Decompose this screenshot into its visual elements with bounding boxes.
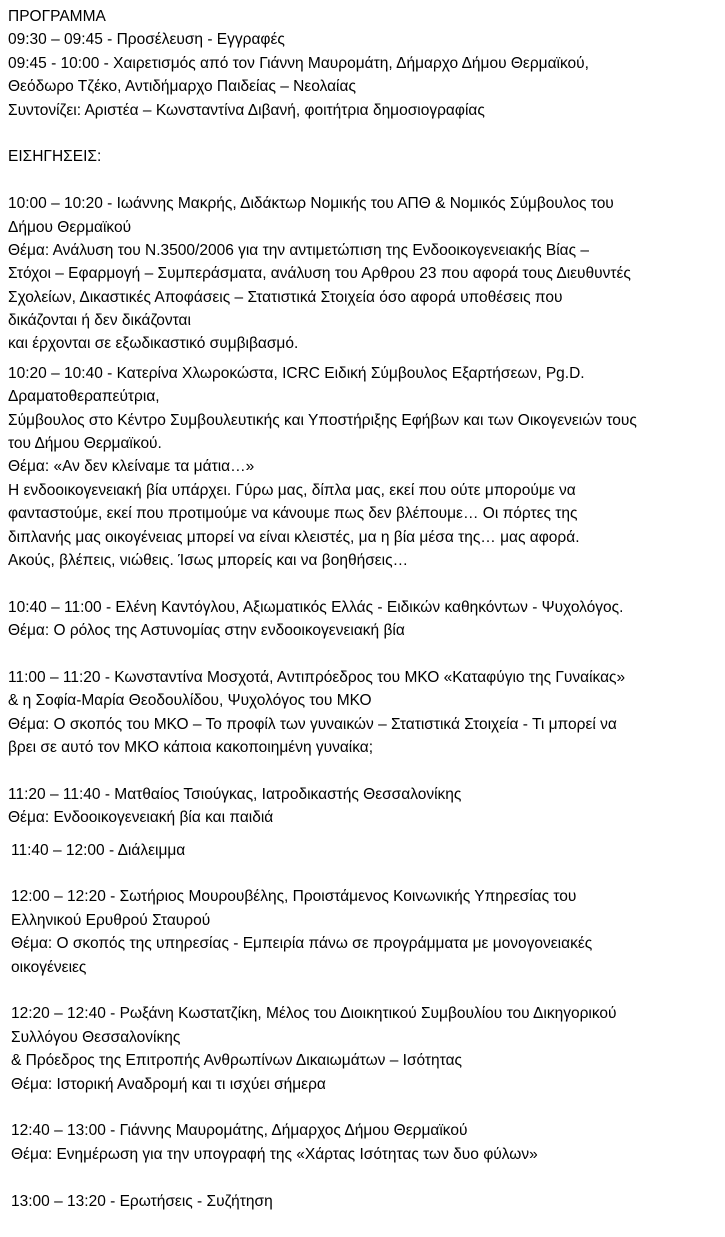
talk-line: Θέμα: Ο σκοπός του ΜΚΟ – Το προφίλ των γυναικών – Στατιστικά Στοιχεία - Τι μπορεί να (8, 715, 617, 733)
break-item (8, 839, 723, 862)
talk-line: Θέμα: Ο ρόλος της Αστυνομίας στην ενδοοικογενειακή βία (8, 622, 405, 640)
talk-line: Στόχοι – Εφαρμογή – Συμπεράσματα, ανάλυση του Αρθρου 23 που αφορά τους Διευθυντές (8, 265, 631, 283)
intro-line: Θεόδωρο Τζέκο, Αντιδήμαρχο Παιδείας – Νεολαίας (8, 78, 356, 96)
talk-line: Θέμα: Ιστορική Αναδρομή και τι ισχύει σήμερα (11, 1075, 326, 1093)
talk-line: 12:00 – 12:20 - Σωτήριος Μουρουβέλης, Προιστάμενος Κοινωνικής Υπηρεσίας του (11, 888, 577, 906)
section-heading: ΕΙΣΗΓΗΣΕΙΣ: (8, 148, 102, 166)
talk-line: οικογένειες (11, 958, 87, 976)
talk-line: Σύμβουλος στο Κέντρο Συμβουλευτικής και Υποστήριξης Εφήβων και των Οικογενειών τους (8, 411, 637, 429)
talk-line: του Δήμου Θερμαϊκού. (8, 435, 162, 453)
talk-item (8, 1119, 723, 1166)
talk-line: & η Σοφία-Μαρία Θεοδουλίδου, Ψυχολόγος του ΜΚΟ (8, 692, 372, 710)
talk-item (8, 596, 723, 643)
talk-line: Ελληνικού Ερυθρού Σταυρού (11, 911, 211, 929)
talk-line: φανταστούμε, εκεί που προτιμούμε να κάνουμε πως δεν βλέπουμε… Οι πόρτες της (8, 505, 578, 523)
talk-line: 11:00 – 11:20 - Κωνσταντίνα Μοσχοτά, Αντιπρόεδρος του ΜΚΟ «Καταφύγιο της Γυναίκας» (8, 668, 626, 686)
talk-line: Θέμα: Ο σκοπός της υπηρεσίας - Εμπειρία πάνω σε προγράμματα με μονογονειακές (11, 935, 593, 953)
talk-line: Θέμα: «Αν δεν κλείναμε τα μάτια…» (8, 458, 255, 476)
intro-line: 09:30 – 09:45 - Προσέλευση - Εγγραφές (8, 31, 285, 49)
intro-line: Συντονίζει: Αριστέα – Κωνσταντίνα Διβανή, φοιτήτρια δημοσιογραφίας (8, 101, 485, 119)
intro-block (8, 28, 723, 122)
intro-line: 09:45 - 10:00 - Χαιρετισμός από τον Γιάννη Μαυρομάτη, Δήμαρχο Δήμου Θερμαϊκού, (8, 54, 589, 72)
talk-line: Δραματοθεραπεύτρια, (8, 388, 160, 406)
talk-item (8, 1190, 723, 1213)
talk-item (8, 192, 723, 356)
talk-line: Συλλόγου Θεσσαλονίκης (11, 1028, 181, 1046)
talk-item (8, 362, 723, 573)
talk-item (8, 666, 723, 760)
talk-line: 10:40 – 11:00 - Ελένη Καντόγλου, Αξιωματικός Ελλάς - Ειδικών καθηκόντων - Ψυχολόγος. (8, 598, 624, 616)
talk-line: 12:20 – 12:40 - Ρωξάνη Κωστατζίκη, Μέλος του Διοικητικού Συμβουλίου του Δικηγορικού (11, 1005, 617, 1023)
talk-line: 13:00 – 13:20 - Ερωτήσεις - Συζήτηση (11, 1192, 273, 1210)
talk-line: και έρχονται σε εξωδικαστικό συμβιβασμό. (8, 335, 299, 353)
program-document (8, 5, 723, 1213)
talk-line: Θέμα: Ενημέρωση για την υπογραφή της «Χάρτας Ισότητας των δυο φύλων» (11, 1145, 538, 1163)
talk-line: Ακούς, βλέπεις, νιώθεις. Ίσως μπορείς και να βοηθήσεις… (8, 551, 409, 569)
talk-line: Σχολείων, Δικαστικές Αποφάσεις – Στατιστικά Στοιχεία όσο αφορά υποθέσεις που (8, 288, 563, 306)
talk-line: δικάζονται ή δεν δικάζονται (8, 312, 191, 330)
talk-line: διπλανής μας οικογένειας μπορεί να είναι κλειστές, μα η βία μέσα της… μας αφορά. (8, 528, 580, 546)
talk-item (8, 1002, 723, 1096)
talk-line: 10:20 – 10:40 - Κατερίνα Χλωροκώστα, ICRC Ειδική Σύμβουλος Εξαρτήσεων, Pg.D. (8, 364, 585, 382)
document-title: ΠΡΟΓΡΑΜΜΑ (8, 8, 106, 25)
talk-line: Θέμα: Ανάλυση του Ν.3500/2006 για την αντιμετώπιση της Ενδοοικογενειακής Βίας – (8, 241, 590, 259)
talk-line: Η ενδοοικογενειακή βία υπάρχει. Γύρω μας, δίπλα μας, εκεί που ούτε μπορούμε να (8, 481, 576, 499)
talk-line: 10:00 – 10:20 - Ιωάννης Μακρής, Διδάκτωρ Νομικής του ΑΠΘ & Νομικός Σύμβουλος του (8, 195, 614, 213)
talk-line: βρει σε αυτό τον ΜΚΟ κάποια κακοποιημένη γυναίκα; (8, 739, 374, 757)
talk-line: Θέμα: Ενδοοικογενειακή βία και παιδιά (8, 809, 274, 827)
talk-line: Δήμου Θερμαϊκού (8, 218, 132, 236)
talk-item (8, 885, 723, 979)
talk-line: 11:40 – 12:00 - Διάλειμμα (11, 841, 186, 859)
talk-line: 12:40 – 13:00 - Γιάννης Μαυρομάτης, Δήμαρχος Δήμου Θερμαϊκού (11, 1122, 468, 1140)
talk-item (8, 783, 723, 830)
talk-line: & Πρόεδρος της Επιτροπής Ανθρωπίνων Δικαιωμάτων – Ισότητας (11, 1052, 463, 1070)
talk-line: 11:20 – 11:40 - Ματθαίος Τσιούγκας, Ιατροδικαστής Θεσσαλονίκης (8, 785, 462, 803)
